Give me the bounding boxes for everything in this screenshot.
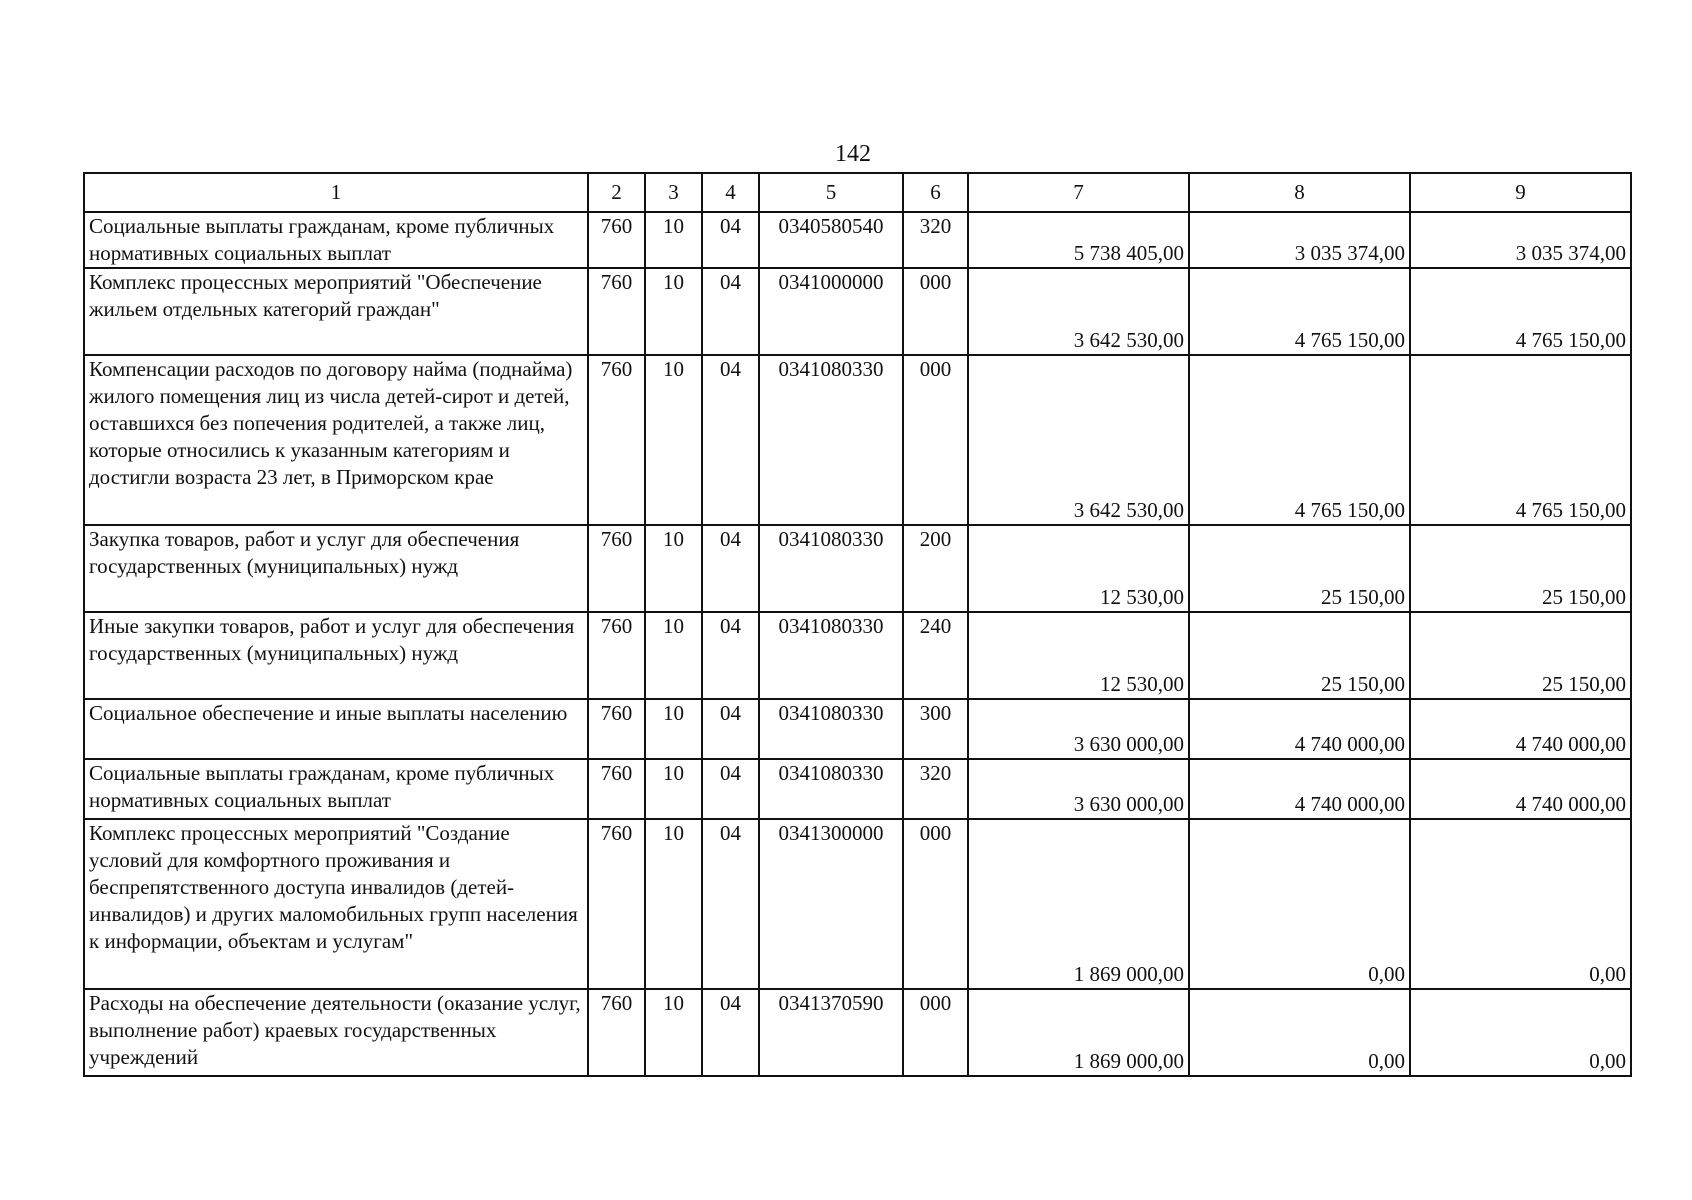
- amount-cell: 25 150,00: [1410, 612, 1631, 699]
- table-row: [84, 759, 1631, 819]
- code-cell: 000: [903, 819, 968, 989]
- row-description: Комплекс процессных мероприятий "Создание условий для комфортного проживания и беспрепятственного доступа инвалидов (детей-инвалидов) и других маломобильных групп населения к информации, объектам и услугам": [84, 819, 588, 989]
- code-cell: 0341000000: [759, 268, 903, 355]
- code-cell: 0341080330: [759, 612, 903, 699]
- table-header: [84, 173, 1631, 212]
- code-cell: 760: [588, 699, 645, 759]
- code-cell: 760: [588, 989, 645, 1076]
- page-number: 142: [835, 141, 871, 167]
- amount-cell: 4 765 150,00: [1410, 268, 1631, 355]
- table-row: [84, 699, 1631, 759]
- column-header: 7: [968, 173, 1189, 212]
- code-cell: 0341080330: [759, 699, 903, 759]
- table-row: [84, 819, 1631, 989]
- amount-cell: 0,00: [1189, 819, 1410, 989]
- amount-cell: 1 869 000,00: [968, 819, 1189, 989]
- table-row: [84, 212, 1631, 268]
- amount-cell: 3 035 374,00: [1189, 212, 1410, 268]
- code-cell: 200: [903, 525, 968, 612]
- code-cell: 320: [903, 759, 968, 819]
- code-cell: 0340580540: [759, 212, 903, 268]
- code-cell: 04: [702, 612, 759, 699]
- code-cell: 000: [903, 355, 968, 525]
- code-cell: 760: [588, 612, 645, 699]
- header-row: [84, 173, 1631, 212]
- code-cell: 240: [903, 612, 968, 699]
- table-row: [84, 525, 1631, 612]
- code-cell: 04: [702, 989, 759, 1076]
- code-cell: 04: [702, 759, 759, 819]
- amount-cell: 0,00: [1410, 819, 1631, 989]
- column-header: 5: [759, 173, 903, 212]
- amount-cell: 0,00: [1189, 989, 1410, 1076]
- code-cell: 04: [702, 699, 759, 759]
- column-header: 3: [645, 173, 702, 212]
- code-cell: 10: [645, 612, 702, 699]
- code-cell: 320: [903, 212, 968, 268]
- code-cell: 10: [645, 355, 702, 525]
- amount-cell: 1 869 000,00: [968, 989, 1189, 1076]
- code-cell: 0341080330: [759, 759, 903, 819]
- amount-cell: 3 630 000,00: [968, 699, 1189, 759]
- row-description: Социальные выплаты гражданам, кроме публичных нормативных социальных выплат: [84, 212, 588, 268]
- budget-table: [83, 172, 1632, 1077]
- code-cell: 10: [645, 989, 702, 1076]
- row-description: Комплекс процессных мероприятий "Обеспечение жильем отдельных категорий граждан": [84, 268, 588, 355]
- code-cell: 04: [702, 355, 759, 525]
- table-row: [84, 268, 1631, 355]
- code-cell: 0341080330: [759, 355, 903, 525]
- column-header: 9: [1410, 173, 1631, 212]
- code-cell: 000: [903, 268, 968, 355]
- code-cell: 10: [645, 819, 702, 989]
- column-header: 4: [702, 173, 759, 212]
- code-cell: 760: [588, 819, 645, 989]
- code-cell: 000: [903, 989, 968, 1076]
- row-description: Закупка товаров, работ и услуг для обеспечения государственных (муниципальных) нужд: [84, 525, 588, 612]
- amount-cell: 4 765 150,00: [1410, 355, 1631, 525]
- code-cell: 0341080330: [759, 525, 903, 612]
- code-cell: 10: [645, 759, 702, 819]
- amount-cell: 4 740 000,00: [1410, 759, 1631, 819]
- amount-cell: 4 765 150,00: [1189, 355, 1410, 525]
- amount-cell: 0,00: [1410, 989, 1631, 1076]
- code-cell: 10: [645, 525, 702, 612]
- amount-cell: 5 738 405,00: [968, 212, 1189, 268]
- row-description: Расходы на обеспечение деятельности (оказание услуг, выполнение работ) краевых государственных учреждений: [84, 989, 588, 1076]
- code-cell: 04: [702, 525, 759, 612]
- amount-cell: 3 630 000,00: [968, 759, 1189, 819]
- code-cell: 10: [645, 212, 702, 268]
- code-cell: 300: [903, 699, 968, 759]
- amount-cell: 3 642 530,00: [968, 355, 1189, 525]
- table-row: [84, 612, 1631, 699]
- code-cell: 760: [588, 355, 645, 525]
- row-description: Иные закупки товаров, работ и услуг для обеспечения государственных (муниципальных) нужд: [84, 612, 588, 699]
- amount-cell: 12 530,00: [968, 525, 1189, 612]
- column-header: 1: [84, 173, 588, 212]
- code-cell: 760: [588, 268, 645, 355]
- amount-cell: 25 150,00: [1189, 612, 1410, 699]
- code-cell: 04: [702, 268, 759, 355]
- amount-cell: 25 150,00: [1410, 525, 1631, 612]
- code-cell: 10: [645, 699, 702, 759]
- amount-cell: 4 740 000,00: [1410, 699, 1631, 759]
- code-cell: 760: [588, 212, 645, 268]
- code-cell: 0341300000: [759, 819, 903, 989]
- amount-cell: 3 642 530,00: [968, 268, 1189, 355]
- row-description: Социальные выплаты гражданам, кроме публичных нормативных социальных выплат: [84, 759, 588, 819]
- row-description: Компенсации расходов по договору найма (поднайма) жилого помещения лиц из числа детей-сирот и детей, оставшихся без попечения родителей, а также лиц, которые относились к указанным категориям и достигли возраста 23 лет, в Приморском крае: [84, 355, 588, 525]
- table-row: [84, 989, 1631, 1076]
- table-body: [84, 212, 1631, 1076]
- code-cell: 04: [702, 819, 759, 989]
- code-cell: 760: [588, 759, 645, 819]
- amount-cell: 4 740 000,00: [1189, 699, 1410, 759]
- amount-cell: 25 150,00: [1189, 525, 1410, 612]
- code-cell: 04: [702, 212, 759, 268]
- amount-cell: 12 530,00: [968, 612, 1189, 699]
- code-cell: 10: [645, 268, 702, 355]
- code-cell: 0341370590: [759, 989, 903, 1076]
- code-cell: 760: [588, 525, 645, 612]
- amount-cell: 3 035 374,00: [1410, 212, 1631, 268]
- column-header: 2: [588, 173, 645, 212]
- column-header: 6: [903, 173, 968, 212]
- amount-cell: 4 765 150,00: [1189, 268, 1410, 355]
- table-row: [84, 355, 1631, 525]
- row-description: Социальное обеспечение и иные выплаты населению: [84, 699, 588, 759]
- amount-cell: 4 740 000,00: [1189, 759, 1410, 819]
- column-header: 8: [1189, 173, 1410, 212]
